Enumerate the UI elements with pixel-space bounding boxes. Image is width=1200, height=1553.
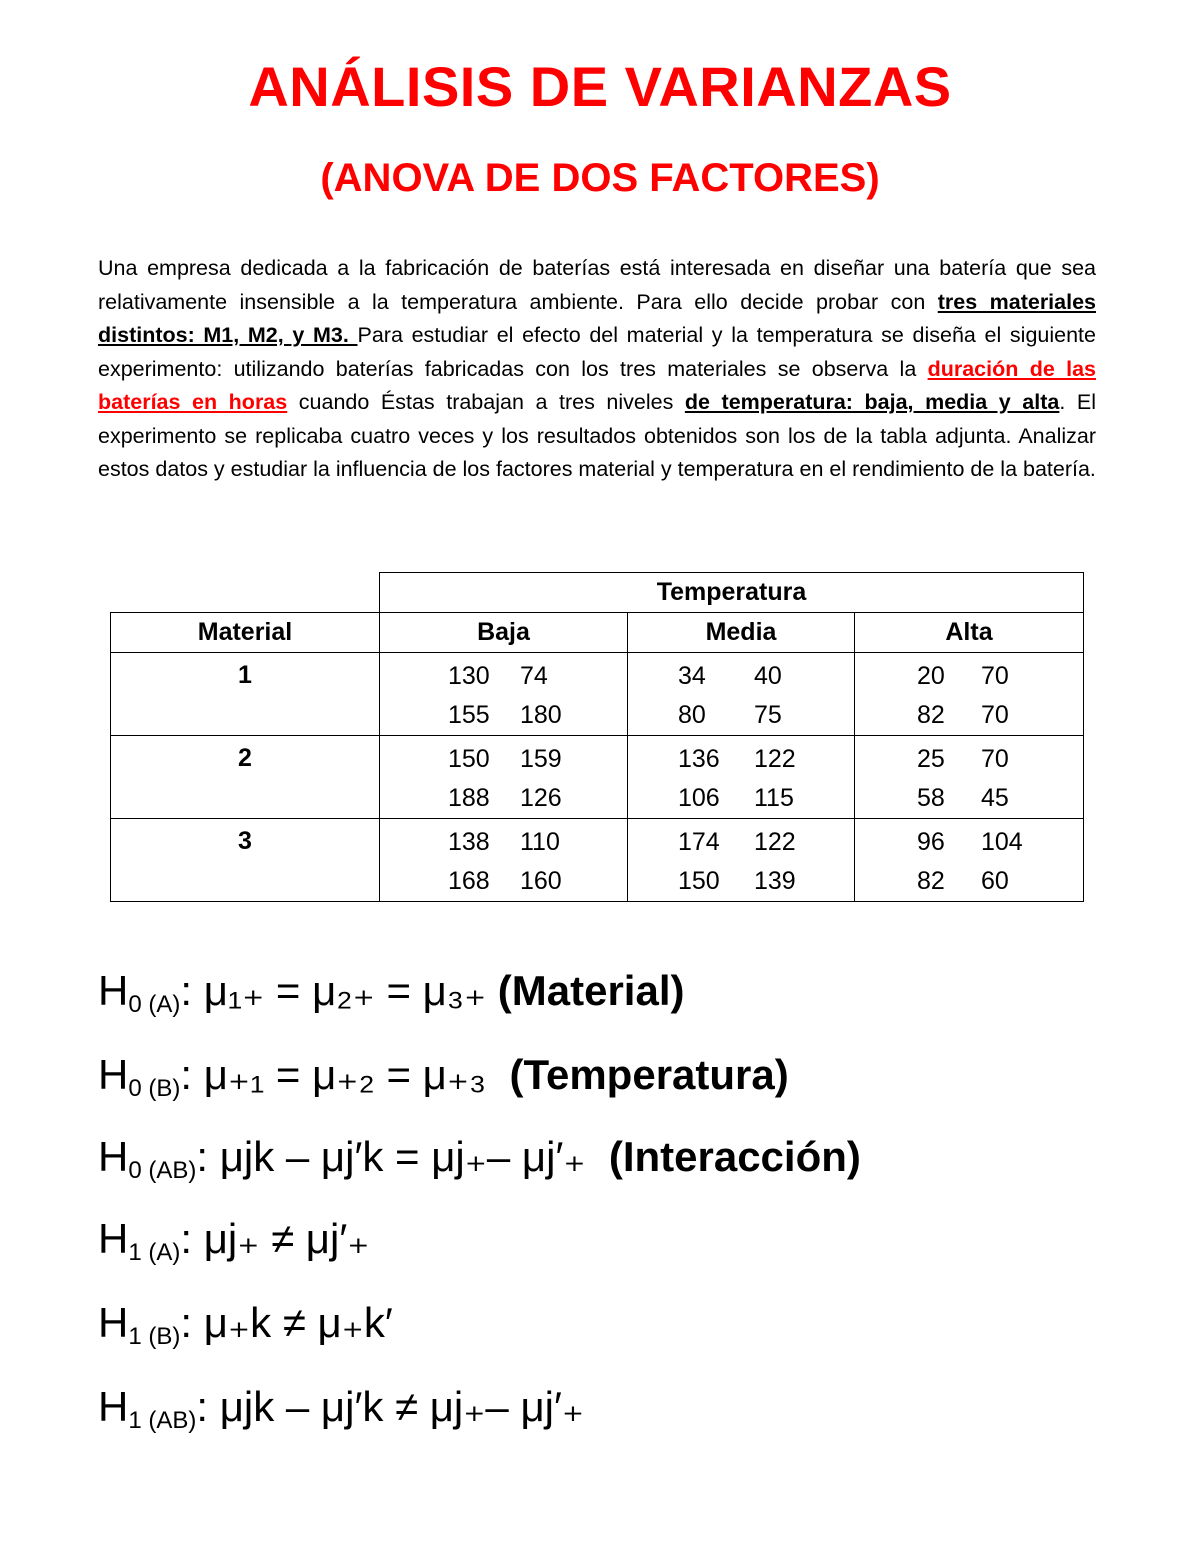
intro-text-1: Una empresa dedicada a la fabricación de baterías está interesada en diseñar una batería que sea relativamente insensible a la temperatura ambiente. Para ello decide probar con [98,256,1096,314]
value: 122 [754,828,796,856]
value: 155 [448,701,490,729]
value: 115 [754,784,794,812]
material-label: 1 [111,653,380,736]
value: 80 [678,701,706,729]
problem-statement [98,252,1096,487]
hypothesis-expression: : μjk – μj′k = μj₊– μj′₊ [196,1133,609,1180]
value: 60 [981,867,1009,895]
value: 168 [448,867,490,895]
material-label: 3 [111,819,380,902]
cell-baja [380,736,628,819]
value: 106 [678,784,720,812]
header-media: Media [628,613,855,653]
hypothesis-expression: : μ₊₁ = μ₊₂ = μ₊₃ [180,1051,510,1098]
intro-response-variable: duración de las baterías en horas [98,356,1096,414]
table-row [111,736,1084,819]
hypothesis-expression: : μ₊k ≠ μ₊k′ [180,1299,393,1346]
hypothesis-subscript: 1 (AB) [128,1407,197,1434]
hypothesis-symbol: H [98,1383,129,1430]
value: 110 [520,828,560,856]
value: 70 [981,745,1009,773]
hypothesis-subscript: 0 (A) [128,991,181,1018]
table-row [111,653,1084,736]
hypothesis-h1-b [98,1298,393,1362]
value: 160 [520,867,562,895]
cell-alta [855,736,1084,819]
hypothesis-expression: : μj₊ ≠ μj′₊ [180,1215,370,1262]
value: 150 [448,745,490,773]
value: 82 [917,867,945,895]
hypothesis-h0-a [98,966,684,1030]
cell-media [628,736,855,819]
hypothesis-h1-a [98,1214,369,1278]
table-row [111,819,1084,902]
hypothesis-expression: : μjk – μj′k ≠ μj₊– μj′₊ [196,1383,585,1430]
value: 174 [678,828,720,856]
value: 139 [754,867,796,895]
hypothesis-subscript: 1 (A) [128,1239,181,1266]
header-baja: Baja [380,613,628,653]
document-title: ANÁLISIS DE VARIANZAS [248,55,952,118]
value: 104 [981,828,1023,856]
hypothesis-symbol: H [98,967,129,1014]
hypothesis-subscript: 0 (AB) [128,1157,197,1184]
hypothesis-symbol: H [98,1299,129,1346]
hypothesis-symbol: H [98,1051,129,1098]
hypothesis-expression: : μ₁₊ = μ₂₊ = μ₃₊ [180,967,498,1014]
value: 136 [678,745,720,773]
value: 150 [678,867,720,895]
material-label: 2 [111,736,380,819]
intro-text-3: cuando Éstas trabajan a tres niveles [287,390,685,414]
hypothesis-subscript: 1 (B) [128,1323,181,1350]
intro-materials: tres materiales distintos: M1, M2, y M3. [98,289,1097,347]
cell-baja [380,819,628,902]
value: 188 [448,784,490,812]
value: 70 [981,662,1009,690]
value: 20 [917,662,945,690]
value: 138 [448,828,490,856]
value: 40 [754,662,782,690]
hypothesis-h0-b [98,1050,789,1114]
cell-alta [855,653,1084,736]
value: 25 [917,745,945,773]
hypothesis-label: (Temperatura) [509,1051,789,1098]
hypothesis-h1-ab [98,1382,584,1446]
value: 180 [520,701,562,729]
data-table [110,572,1084,902]
intro-temperature-levels: de temperatura: baja, media y alta [684,390,1060,414]
value: 126 [520,784,562,812]
cell-media [628,653,855,736]
intro-text-4: . El experimento se replicaba cuatro veces y los resultados obtenidos son los de la tabla adjunta. Analizar estos datos y estudiar la influencia de los factores material y temperatura en el rendimiento de la batería. [98,390,1096,481]
table-corner [111,573,380,613]
value: 130 [448,662,490,690]
value: 58 [917,784,945,812]
value: 34 [678,662,706,690]
hypothesis-subscript: 0 (B) [128,1075,181,1102]
header-material: Material [111,613,380,653]
cell-alta [855,819,1084,902]
header-alta: Alta [855,613,1084,653]
value: 45 [981,784,1009,812]
value: 74 [520,662,548,690]
hypothesis-label: (Interacción) [608,1133,861,1180]
value: 96 [917,828,945,856]
hypothesis-symbol: H [98,1215,129,1262]
hypothesis-h0-ab [98,1132,861,1196]
intro-text-2: Para estudiar el efecto del material y la temperatura se diseña el siguiente experimento: utilizando baterías fabricadas con los tres materiales se observa la [98,323,1096,381]
value: 159 [520,745,562,773]
value: 82 [917,701,945,729]
cell-baja [380,653,628,736]
hypothesis-label: (Material) [497,967,685,1014]
document-subtitle: (ANOVA DE DOS FACTORES) [320,156,880,200]
cell-media [628,819,855,902]
value: 75 [754,701,782,729]
temperature-group-header: Temperatura [380,573,1084,613]
value: 122 [754,745,796,773]
hypothesis-symbol: H [98,1133,129,1180]
value: 70 [981,701,1009,729]
